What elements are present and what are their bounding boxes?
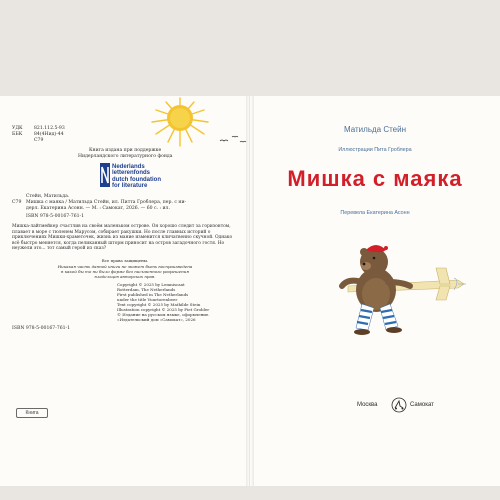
copyright-line: Copyright © 2025 by Lemniscaat xyxy=(117,282,185,287)
rights-line-4: владельцев авторских прав. xyxy=(94,274,156,279)
rights-line-1: Все права защищены. xyxy=(101,258,149,263)
rights-line-2: Никакая часть данной книги не может быть воспроизведена xyxy=(57,264,193,269)
bbk-label: ББК xyxy=(12,132,23,137)
copyright-line: Rotterdam, The Netherlands xyxy=(117,287,176,292)
samokat-logo-icon xyxy=(391,397,407,413)
isbn-top: ISBN 978-5-00167-761-1 xyxy=(26,214,85,219)
copyright-line: «Издательский дом «Самокат», 2026 xyxy=(117,317,196,322)
support-line-1: Книга издана при поддержке xyxy=(89,148,162,153)
nl-logo-text xyxy=(112,164,161,190)
bear-illustration xyxy=(318,238,468,338)
isbn-bottom: ISBN 978-5-00167-761-1 xyxy=(12,326,71,331)
sun-illustration xyxy=(140,96,250,156)
author-line: Стейн, Матильда. xyxy=(26,194,70,199)
library-stamp xyxy=(16,408,48,418)
copyright-line: under the title Vuurtorenbeer xyxy=(117,297,178,302)
copyright-line: © Издание на русском языке, оформление. xyxy=(117,312,210,317)
nl-logo-mark xyxy=(100,163,110,187)
copyright-line: First published in The Netherlands xyxy=(117,292,189,297)
nl-logo-icon xyxy=(100,163,110,187)
shelf-code: С79 xyxy=(34,138,44,143)
rights-line-3: в какой бы то ни было форме без письменного разрешения xyxy=(61,269,189,274)
support-line-2: Нидерландского литературного фонда xyxy=(78,154,173,159)
book-author: Матильда Стейн xyxy=(343,125,407,134)
annotation-text: Мишка-лайтмейкер счастлив на своём маленьком острове. Он хорошо следит за горизонтом, плавает в море с тюленем Марусом, собирает ракушки. Но после главных историй о приключениях Мишки-храметочек, жизнь из мание изменится кличатвенно скучной. Однако всё быстро меняется, когда пеликанный шторм приносит на остров загадочного гостя. Но неужели это... тот самый герой из сказ? xyxy=(12,224,233,252)
publisher-city: Москва xyxy=(357,402,378,408)
copyright-line: Text copyright © 2025 by Mathilde Stein xyxy=(117,302,201,307)
publisher-name: Самокат xyxy=(410,402,434,408)
nl-logo-line: dutch foundation xyxy=(112,176,161,183)
translator-credit: Перевела Екатерина Асонн xyxy=(340,210,410,216)
udk-label: УДК xyxy=(12,126,23,131)
nl-logo-line: for literature xyxy=(112,183,148,190)
copyright-line: Illustration copyright © 2025 by Piet Grobler xyxy=(117,307,210,312)
stamp-text: Книга xyxy=(25,410,39,416)
record-line-2: дерл. Екатерина Асонн. — М. : Самокат, 2026. — 60 с. : ил. xyxy=(26,206,170,211)
book-title: Мишка с маяка xyxy=(287,166,463,191)
book-gutter xyxy=(246,96,254,486)
bbk-value: 84(4Нид)-44 xyxy=(34,132,64,137)
udk-value: 821.112.5-93 xyxy=(34,126,65,131)
record-code: С79 xyxy=(12,200,22,205)
illustrator-credit: Иллюстрации Пита Гроблера xyxy=(338,147,412,153)
record-line-1: Мишка с маяка / Матильда Стейн, ил. Питта Гроблера, пер. с ни- xyxy=(26,200,187,205)
nl-logo-line: Nederlands xyxy=(112,164,145,170)
nl-logo-line: letterenfonds xyxy=(112,170,151,177)
